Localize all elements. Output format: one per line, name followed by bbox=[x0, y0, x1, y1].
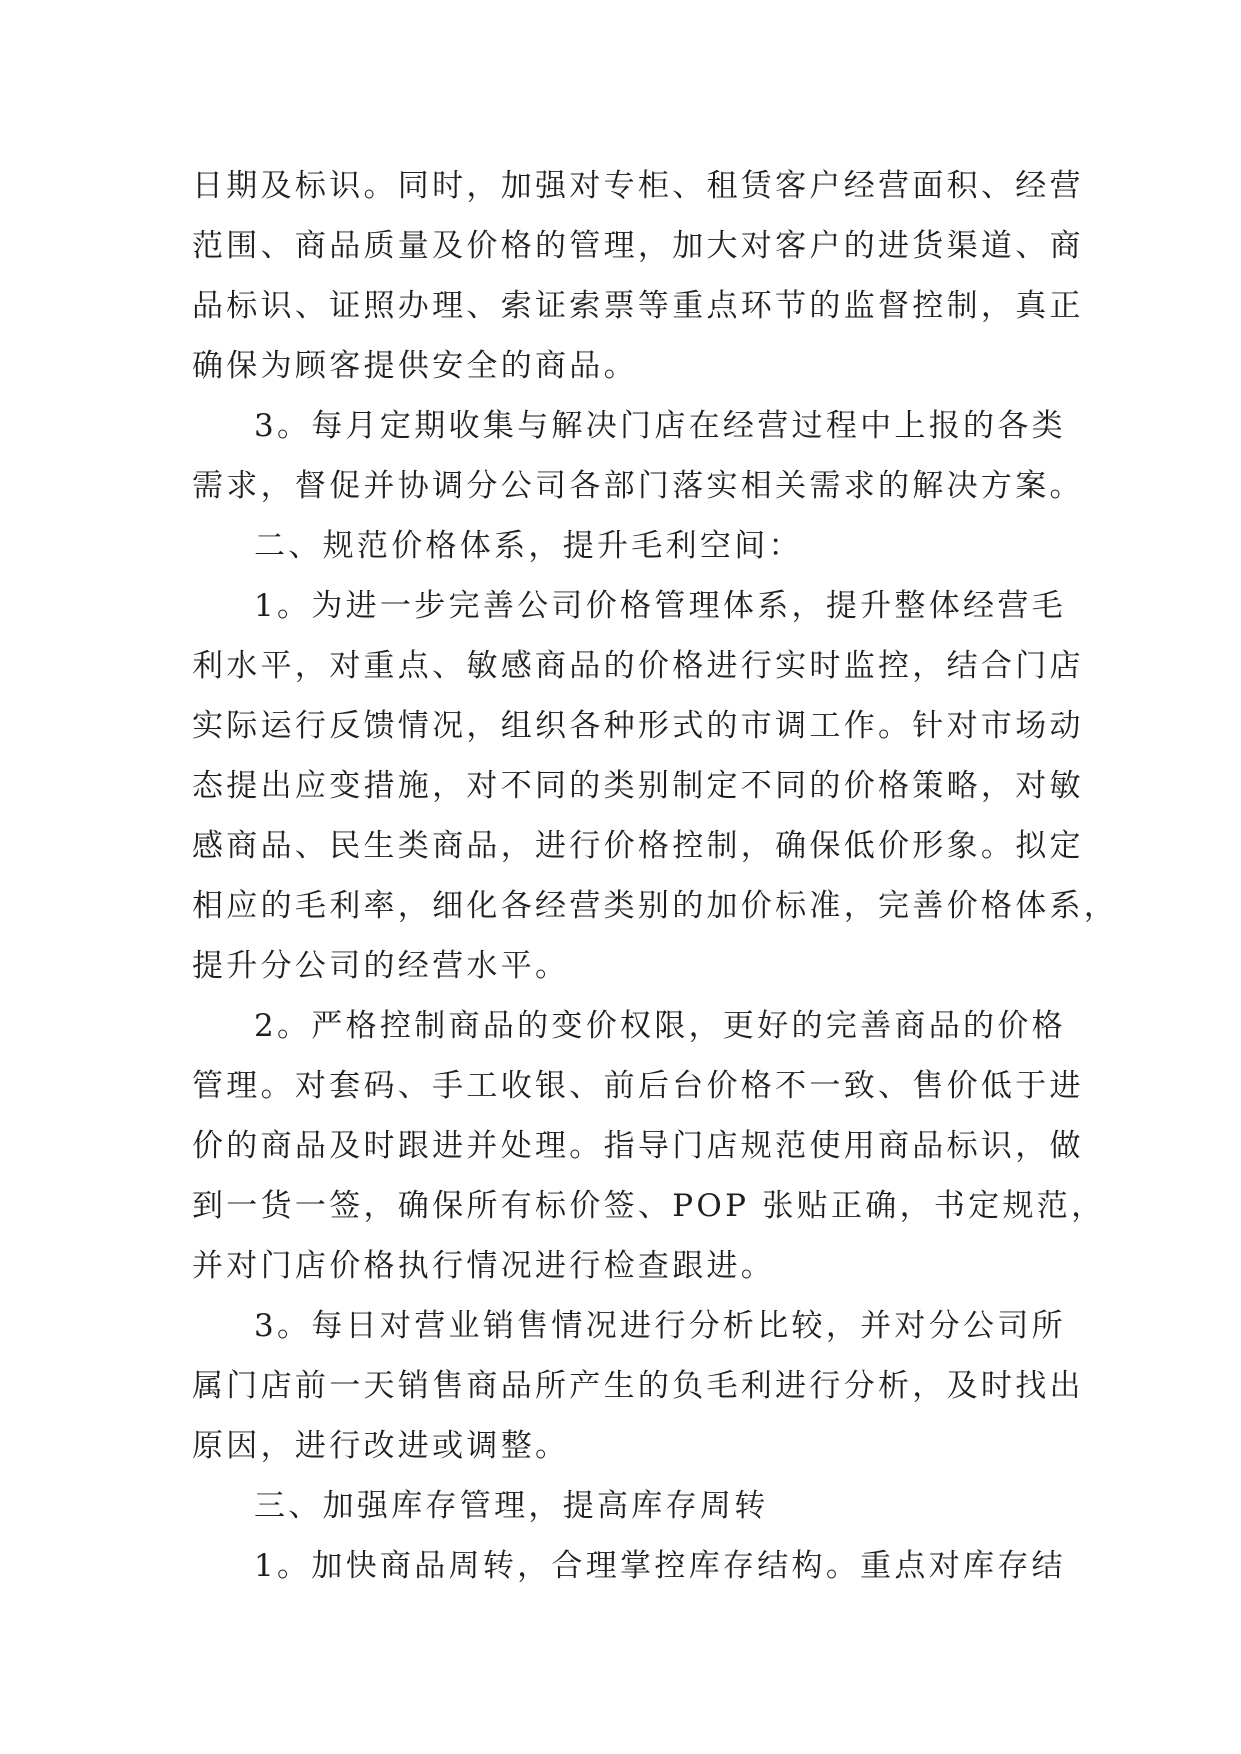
text-line: 1。为进一步完善公司价格管理体系，提升整体经营毛 bbox=[254, 588, 1066, 624]
paragraph-item-1-price-management bbox=[192, 576, 1119, 996]
text-line: 提升分公司的经营水平。 bbox=[192, 948, 570, 984]
text-line: 品标识、证照办理、索证索票等重点环节的监督控制，真正 bbox=[192, 288, 1084, 324]
text-line: 感商品、民生类商品，进行价格控制，确保低价形象。拟定 bbox=[192, 828, 1084, 864]
text-line: 确保为顾客提供安全的商品。 bbox=[192, 348, 638, 384]
section-heading-inventory bbox=[192, 1476, 1052, 1536]
paragraph-item-2-price-control bbox=[192, 996, 1106, 1296]
paragraph-item-3-demands bbox=[192, 396, 1084, 516]
text-line: 相应的毛利率，细化各经营类别的加价标准，完善价格体系， bbox=[192, 888, 1119, 924]
text-line: 需求，督促并协调分公司各部门落实相关需求的解决方案。 bbox=[192, 468, 1084, 504]
paragraph-item-1-inventory bbox=[192, 1536, 1066, 1596]
text-line: 实际运行反馈情况，组织各种形式的市调工作。针对市场动 bbox=[192, 708, 1084, 744]
text-line: 原因，进行改进或调整。 bbox=[192, 1428, 570, 1464]
text-line: 3。每月定期收集与解决门店在经营过程中上报的各类 bbox=[254, 408, 1066, 444]
document-body bbox=[192, 156, 1119, 1596]
text-line: 管理。对套码、手工收银、前后台价格不一致、售价低于进 bbox=[192, 1068, 1084, 1104]
text-line: 2。严格控制商品的变价权限，更好的完善商品的价格 bbox=[254, 1008, 1066, 1044]
text-line: 并对门店价格执行情况进行检查跟进。 bbox=[192, 1248, 776, 1284]
text-line: 二、规范价格体系，提升毛利空间： bbox=[254, 528, 803, 564]
text-line: 属门店前一天销售商品所产生的负毛利进行分析，及时找出 bbox=[192, 1368, 1084, 1404]
section-heading-price-system bbox=[192, 516, 1052, 576]
text-line: 日期及标识。同时，加强对专柜、租赁客户经营面积、经营 bbox=[192, 168, 1084, 204]
text-line: 3。每日对营业销售情况进行分析比较，并对分公司所 bbox=[254, 1308, 1066, 1344]
text-line: 态提出应变措施，对不同的类别制定不同的价格策略，对敏 bbox=[192, 768, 1084, 804]
text-line: 1。加快商品周转，合理掌控库存结构。重点对库存结 bbox=[254, 1548, 1066, 1584]
text-line: 范围、商品质量及价格的管理，加大对客户的进货渠道、商 bbox=[192, 228, 1084, 264]
text-line: 三、加强库存管理，提高库存周转 bbox=[254, 1488, 769, 1524]
text-line: 价的商品及时跟进并处理。指导门店规范使用商品标识，做 bbox=[192, 1128, 1084, 1164]
text-line: 利水平，对重点、敏感商品的价格进行实时监控，结合门店 bbox=[192, 648, 1084, 684]
paragraph-continued bbox=[192, 156, 1084, 396]
text-line: 到一货一签，确保所有标价签、POP 张贴正确，书定规范， bbox=[192, 1188, 1106, 1224]
paragraph-item-3-sales-analysis bbox=[192, 1296, 1084, 1476]
